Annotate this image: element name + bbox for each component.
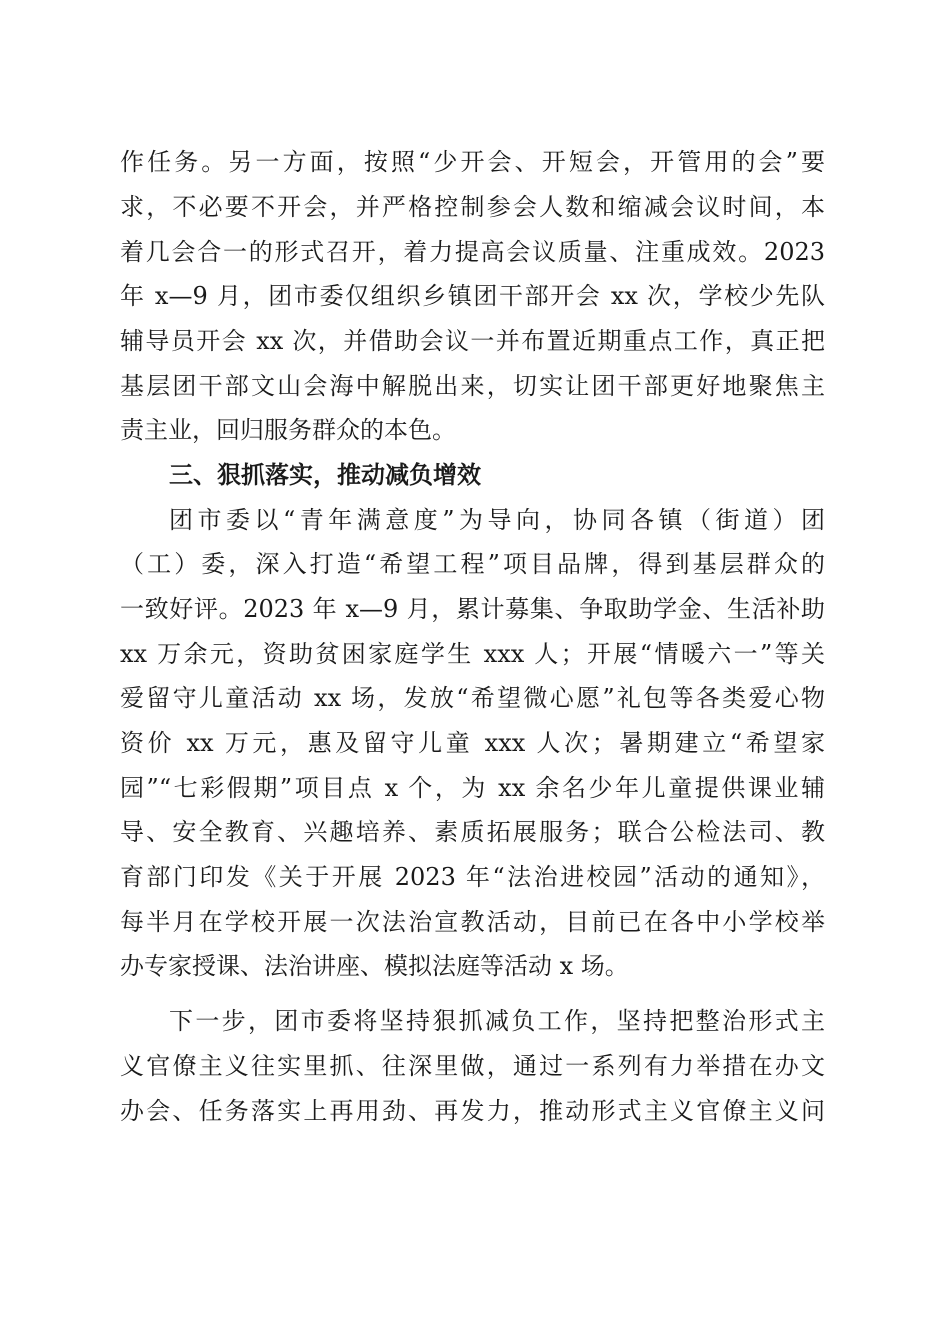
text-line: 办会、任务落实上再用劲、再发力，推动形式主义官僚主义问: [120, 1097, 825, 1125]
text-line: 办专家授课、法治讲座、模拟法庭等活动 x 场。: [120, 952, 629, 980]
text-line: xx 万余元，资助贫困家庭学生 xxx 人；开展“情暖六一”等关: [120, 640, 825, 668]
text-line: 下一步，团市委将坚持狠抓减负工作，坚持把整治形式主: [169, 1007, 825, 1035]
text-line: 每半月在学校开展一次法治宣教活动，目前已在各中小学校举: [120, 908, 825, 936]
section-heading: 三、狠抓落实，推动减负增效: [169, 461, 481, 489]
text-line: 着几会合一的形式召开，着力提高会议质量、注重成效。2023: [120, 238, 825, 266]
text-line: 年 x—9 月，团市委仅组织乡镇团干部开会 xx 次，学校少先队: [120, 282, 825, 310]
text-line: 团市委以“青年满意度”为导向，协同各镇（街道）团: [169, 506, 825, 534]
text-line: 基层团干部文山会海中解脱出来，切实让团干部更好地聚焦主: [120, 372, 825, 400]
text-line: 育部门印发《关于开展 2023 年“法治进校园”活动的通知》，: [120, 863, 825, 891]
text-line: 导、安全教育、兴趣培养、素质拓展服务；联合公检法司、教: [120, 818, 825, 846]
text-line: 责主业，回归服务群众的本色。: [120, 416, 456, 444]
text-line: 辅导员开会 xx 次，并借助会议一并布置近期重点工作，真正把: [120, 327, 825, 355]
text-line: 园”“七彩假期”项目点 x 个，为 xx 余名少年儿童提供课业辅: [120, 774, 825, 802]
text-line: 一致好评。2023 年 x—9 月，累计募集、争取助学金、生活补助: [120, 595, 825, 623]
text-line: 资价 xx 万元，惠及留守儿童 xxx 人次；暑期建立“希望家: [120, 729, 825, 757]
text-line: 义官僚主义往实里抓、往深里做，通过一系列有力举措在办文: [120, 1052, 825, 1080]
text-line: （工）委，深入打造“希望工程”项目品牌，得到基层群众的: [120, 550, 825, 578]
text-line: 求，不必要不开会，并严格控制参会人数和缩减会议时间，本: [120, 193, 825, 221]
text-line: 作任务。另一方面，按照“少开会、开短会，开管用的会”要: [120, 148, 825, 176]
text-line: 爱留守儿童活动 xx 场，发放“希望微心愿”礼包等各类爱心物: [120, 684, 825, 712]
